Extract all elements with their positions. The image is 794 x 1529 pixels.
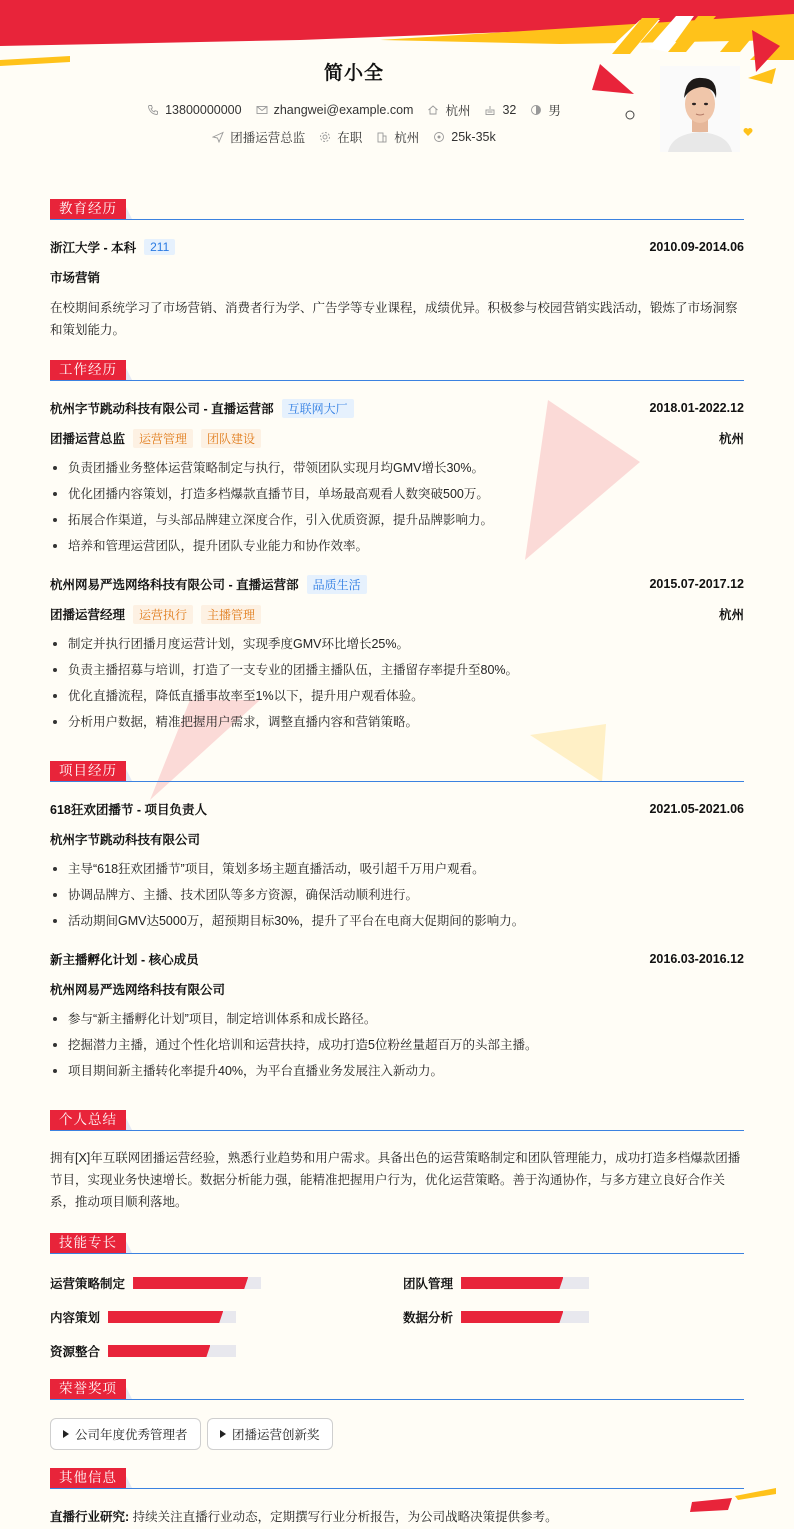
work-2-header-row [50, 574, 744, 594]
work-1-header-row [50, 398, 744, 418]
project-2-company: 杭州网易严选网络科技有限公司 [50, 983, 226, 997]
work-1-role: 团播运营总监 [50, 432, 126, 446]
award-1-text: 公司年度优秀管理者 [75, 1428, 188, 1442]
work-1-tag-1: 运营管理 [133, 429, 193, 448]
play-icon [63, 1430, 69, 1438]
list-item: 优化团播内容策划，打造多档爆款直播节目，单场最高观看人数突破500万。 [50, 481, 744, 507]
project-1-title: 618狂欢团播节 - 项目负责人 [50, 803, 207, 817]
skill-5 [50, 1342, 236, 1360]
work-2-company: 杭州网易严选网络科技有限公司 - 直播运营部 [50, 578, 299, 592]
skill-4-name: 数据分析 [403, 1311, 454, 1325]
skill-1-name: 运营策略制定 [50, 1277, 126, 1291]
skill-3 [50, 1308, 236, 1326]
city-text: 杭州 [394, 131, 420, 145]
award-1 [50, 1418, 201, 1450]
section-projects [50, 761, 744, 783]
project-1-bullets [50, 856, 744, 934]
project-1-header-row [50, 799, 744, 819]
phone-item [147, 101, 241, 119]
gear-icon [319, 131, 331, 143]
project-2-title: 新主播孵化计划 - 核心成员 [50, 953, 199, 967]
education-header-row [50, 237, 744, 257]
list-item: 拓展合作渠道，与头部品牌建立深度合作，引入优质资源，提升品牌影响力。 [50, 507, 744, 533]
salary-text: 25k-35k [451, 130, 496, 144]
education-description: 在校期间系统学习了市场营销、消费者行为学、广告学等专业课程，成绩优异。积极参与校园营销实践活动，锻炼了市场洞察和策划能力。 [50, 301, 738, 337]
skill-3-bar [108, 1311, 236, 1323]
award-2 [207, 1418, 333, 1450]
skill-1 [50, 1274, 261, 1292]
section-education-title: 教育经历 [50, 199, 126, 219]
list-item: 负责团播业务整体运营策略制定与执行，带领团队实现月均GMV增长30%。 [50, 455, 744, 481]
city-item [376, 128, 419, 146]
list-item: 分析用户数据，精准把握用户需求，调整直播内容和营销策略。 [50, 709, 744, 735]
work-1-city: 杭州 [718, 432, 744, 446]
education-date: 2010.09-2014.06 [649, 240, 744, 254]
work-2-tag-1: 运营执行 [133, 605, 193, 624]
list-item: 协调品牌方、主播、技术团队等多方资源，确保活动顺利进行。 [50, 882, 744, 908]
list-item: 项目期间新主播转化率提升40%，为平台直播业务发展注入新动力。 [50, 1058, 744, 1084]
list-item: 制定并执行团播月度运营计划，实现季度GMV环比增长25%。 [50, 631, 744, 657]
list-item: 培养和管理运营团队，提升团队专业能力和协作效率。 [50, 533, 744, 559]
email-item [256, 101, 414, 119]
salary-item [433, 128, 495, 146]
list-item: 参与“新主播孵化计划”项目，制定培训体系和成长路径。 [50, 1006, 744, 1032]
section-awards [50, 1379, 744, 1401]
cake-icon [484, 104, 496, 116]
school-name: 浙江大学 - 本科 [50, 241, 137, 255]
summary-text: 拥有[X]年互联网团播运营经验，熟悉行业趋势和用户需求。具备出色的运营策略制定和团队管理能力，成功打造多档爆款团播节目，实现业务快速增长。数据分析能力强，能精准把握用户行为，优化运营策略。善于沟通协作，与多方建立良好合作关系，推动项目顺利落地。 [50, 1151, 741, 1209]
project-2-bullets [50, 1006, 744, 1084]
email-text: zhangwei@example.com [273, 103, 414, 117]
project-1-company-row [50, 829, 744, 849]
gender-icon [530, 104, 542, 116]
phone-text: 13800000000 [165, 103, 242, 117]
list-item: 负责主播招募与培训，打造了一支专业的团播主播队伍，主播留存率提升至80%。 [50, 657, 744, 683]
list-item: 活动期间GMV达5000万，超预期目标30%，提升了平台在电商大促期间的影响力。 [50, 908, 744, 934]
section-education [50, 199, 744, 221]
work-2-badge: 品质生活 [307, 575, 367, 594]
other-info-line [50, 1507, 558, 1525]
work-1-role-row [50, 428, 744, 448]
work-2-role: 团播运营经理 [50, 608, 126, 622]
section-work-title: 工作经历 [50, 360, 126, 380]
work-2-tag-2: 主播管理 [201, 605, 261, 624]
skill-2-name: 团队管理 [403, 1277, 454, 1291]
work-2-role-row [50, 604, 744, 624]
work-1-date: 2018.01-2022.12 [649, 401, 744, 415]
other-info-text: 持续关注直播行业动态，定期撰写行业分析报告，为公司战略决策提供参考。 [132, 1510, 558, 1524]
age-item [484, 101, 516, 119]
list-item: 优化直播流程，降低直播事故率至1%以下，提升用户观看体验。 [50, 683, 744, 709]
section-summary-title: 个人总结 [50, 1110, 126, 1130]
phone-icon [147, 104, 159, 116]
send-icon [212, 131, 224, 143]
skill-2 [403, 1274, 589, 1292]
skill-4 [403, 1308, 589, 1326]
position-text: 团播运营总监 [230, 131, 306, 145]
other-info-label: 直播行业研究: [50, 1510, 130, 1524]
major-name: 市场营销 [50, 271, 101, 285]
work-2-city: 杭州 [718, 608, 744, 622]
award-2-text: 团播运营创新奖 [232, 1428, 320, 1442]
work-1-bullets [50, 455, 744, 559]
mail-icon [256, 104, 268, 116]
gender-item [530, 101, 561, 119]
status-item [319, 128, 362, 146]
section-skills-title: 技能专长 [50, 1233, 126, 1253]
work-1-company: 杭州字节跳动科技有限公司 - 直播运营部 [50, 402, 274, 416]
project-2-header-row [50, 949, 744, 969]
hometown-item [427, 101, 470, 119]
school-badge: 211 [144, 239, 175, 255]
section-summary [50, 1110, 744, 1132]
position-item [212, 128, 305, 146]
project-1-company: 杭州字节跳动科技有限公司 [50, 833, 201, 847]
section-projects-title: 项目经历 [50, 761, 126, 781]
work-1-badge: 互联网大厂 [282, 399, 354, 418]
section-other [50, 1468, 744, 1490]
skill-5-name: 资源整合 [50, 1345, 101, 1359]
gender-text: 男 [548, 104, 561, 118]
skill-1-bar [133, 1277, 261, 1289]
work-2-date: 2015.07-2017.12 [649, 577, 744, 591]
job-intent-row [0, 128, 708, 146]
skill-3-name: 内容策划 [50, 1311, 101, 1325]
section-awards-title: 荣誉奖项 [50, 1379, 126, 1399]
list-item: 主导“618狂欢团播节”项目，策划多场主题直播活动，吸引超千万用户观看。 [50, 856, 744, 882]
work-1-tag-2: 团队建设 [201, 429, 261, 448]
play-icon [220, 1430, 226, 1438]
section-work [50, 360, 744, 382]
section-skills [50, 1233, 744, 1255]
age-text: 32 [502, 103, 517, 117]
contact-info-row [0, 101, 708, 119]
candidate-name: 简小全 [323, 63, 384, 84]
skill-4-bar [461, 1311, 589, 1323]
skill-5-bar [108, 1345, 236, 1357]
project-2-date: 2016.03-2016.12 [649, 952, 744, 966]
education-major-row [50, 267, 744, 287]
status-text: 在职 [337, 131, 363, 145]
project-1-date: 2021.05-2021.06 [649, 802, 744, 816]
skill-2-bar [461, 1277, 589, 1289]
home-icon [427, 104, 439, 116]
coin-icon [433, 131, 445, 143]
avatar-photo [660, 66, 740, 152]
building-icon [376, 131, 388, 143]
list-item: 挖掘潜力主播，通过个性化培训和运营扶持，成功打造5位粉丝量超百万的头部主播。 [50, 1032, 744, 1058]
section-other-title: 其他信息 [50, 1468, 126, 1488]
work-2-bullets [50, 631, 744, 735]
hometown-text: 杭州 [445, 104, 471, 118]
project-2-company-row [50, 979, 744, 999]
